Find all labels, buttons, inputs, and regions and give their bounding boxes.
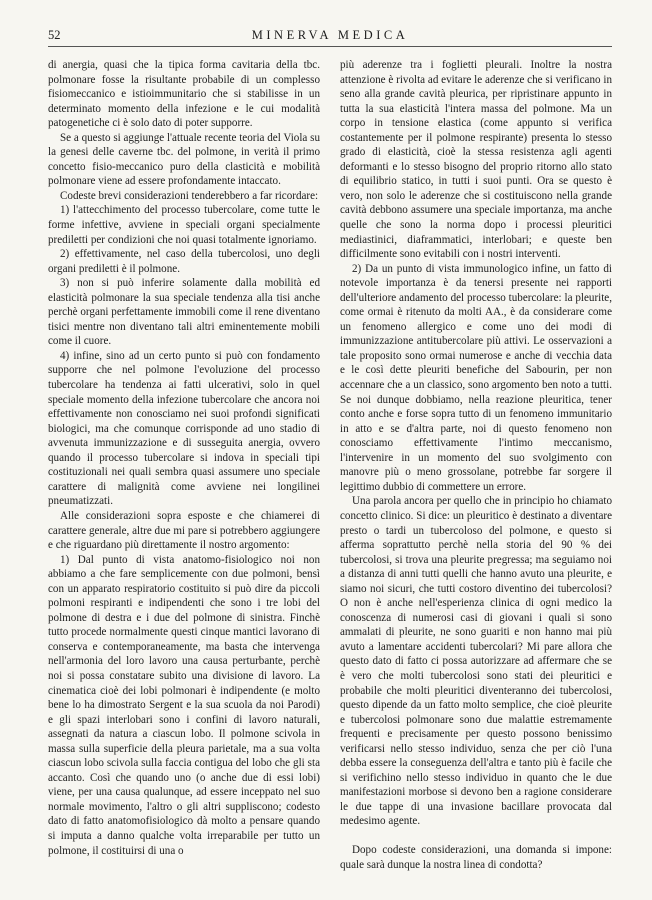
- list-item: 1) Dal punto di vista anatomo-fisiologico noi non abbiamo a che fare semplicemente con due polmoni, bensì con un apparato respiratorio costituito si può dire da piccoli polmoni respiranti e indipendenti che sono i tre lobi del polmone di destra e i due del polmone di sinistra. Finchè tutto procede normalmente questi cinque mantici lavorano di conserva e contemporaneamente, ma basta che intervenga nell'armonia del loro lavoro una causa perturbante, perchè noi si possa constatare subito una divisione di lavoro. La cinematica cioè dei lobi polmonari è indipendente (e molto bene lo ha dimostrato Sergent e la sua scuola da noi Parodi) e gli spazi interlobari sono i confini di lavoro naturali, assegnati da natura a ciascun lobo. Il polmone scivola in massa sulla superficie della pleura parietale, ma a sua volta ciascun lobo scivola sulla faccia contigua del lobo che gli sta accanto. Così che quando uno (o anche due di essi lobi) viene, per una causa qualunque, ad essere inceppato nel suo normale movimento, l'altro o gli altri suppliscono; codesto dato di fatto anatomofisiologico dà molto a pensare quando si imputa a danno qualche volta irreparabile per tutto un polmone, il costituirsi di una o: [48, 553, 320, 857]
- paragraph: Se a questo si aggiunge l'attuale recente teoria del Viola su la genesi delle caverne tbc. del polmone, in verità il primo concetto fisio-meccanico puro della clasticità e mobilità polmonare viene ad essere profondamente intaccato.: [48, 131, 320, 188]
- list-item: 2) Da un punto di vista immunologico infine, un fatto di notevole importanza è da tenersi presente nei rapporti dell'ulteriore andamento del processo tubercolare: la pleurite, come ormai è ritenuto da molti AA., è da considerare come un fenomeno allergico e come uno dei modi di immunizzazione antitubercolare più attivi. Le osservazioni a tale proposito sono ormai numerose e anche di vecchia data e le così dette pleuriti benefiche del Sabourin, per non accennare che a un classico, sono argomento ben noto a tutti. Se noi dunque dobbiamo, nella reazione pleuritica, tener conto anche e forse sopra tutto di un fenomeno immunitario in atto e se d'altra parte, noi di questo fenomeno non conosciamo effettivamente l'intimo meccanismo, l'intervenire in un momento del suo svolgimento con manovre più o meno grossolane, potrebbe far sorgere il legittimo dubbio di commettere un errore.: [340, 262, 612, 493]
- paragraph: Una parola ancora per quello che in principio ho chiamato concetto clinico. Si dice: un pleuritico è destinato a diventare presto o tardi un tubercoloso del polmone, e questo si afferma soprattutto perchè nella storia del 90 % dei tubercolosi, si trova una pleurite pregressa; ma seguiamo noi a distanza di anni tutti quelli che hanno avuto una pleurite, e siamo noi sicuri, che tutti costoro diventino dei tubercolosi? O non è anche nell'esperienza clinica di ogni medico la conoscenza di numerosi casi di giovani i quali si sono ammalati di pleurite, ne sono guariti e non hanno mai più avuto a lamentare accidenti tubercolari? Mi pare allora che questo dato di fatto ci possa autorizzare ad affermare che se è vero che molti tubercolosi sono stati dei pleuritici e probabile che molti pleuritici diventeranno dei tubercolosi, questo dipende da un fatto molto semplice, che cioè pleurite e tubercolosi polmonare sono due malattie estremamente frequenti e precisamente per questo possono benissimo verificarsi nello stesso individuo, senza che per ciò l'una debba essere la conseguenza dell'altra e tanto più è facile che si verifichino nello stesso individuo in quanto che le due manifestazioni morbose si devono ben a ragione considerare le due tappe di una invasione bacillare provocata dal medesimo agente.: [340, 495, 612, 828]
- list-item: 4) infine, sino ad un certo punto si può con fondamento supporre che nel polmone l'evoluzione del processo tubercolare ha tendenza ai fatti ulcerativi, solo in quel speciale momento della infezione tubercolare che ancora noi effettivamente non conosciamo nei suoi profondi significati biologici, ma che comunque corrisponde ad uno stadio di avvenuta immunizzazione e di susseguita anergia, ovvero quando il processo tubercolare si indova in speciali tipi costituzionali nei quali sembra quasi assumere uno speciale carattere di malignità come avviene nei longilinei pneumatizzati.: [48, 349, 320, 508]
- paragraph: Dopo codeste considerazioni, una domanda si impone: quale sarà dunque la nostra linea di condotta?: [340, 843, 612, 871]
- right-column: [340, 58, 612, 872]
- paragraph: Codeste brevi considerazioni tenderebbero a far ricordare:: [60, 189, 319, 202]
- list-item: 3) non si può inferire solamente dalla mobilità ed elasticità polmonare la sua speciale tendenza alla tisi anche perchè organi perfettamente immobili come il rene diventano tisici mentre non diventano tali altri eminentemente mobili come il cuore.: [48, 277, 320, 348]
- paragraph: di anergia, quasi che la tipica forma cavitaria della tbc. polmonare fosse la risultante probabile di un complesso fisiomeccanico e istioimmunitario che si stabilisse in un determinato momento della infezione e le cui modalità patogenetiche ci è solo dato di poter supporre.: [48, 59, 320, 130]
- list-item: 1) l'attecchimento del processo tubercolare, come tutte le forme infettive, avviene in speciali organi specialmente prediletti per condizioni che noi quasi totalmente ignoriamo.: [48, 204, 320, 246]
- left-column: [48, 58, 320, 858]
- paragraph: Alle considerazioni sopra esposte e che chiamerei di carattere generale, altre due mi pare si potrebbero aggiungere e che riguardano più direttamente il nostro argomento:: [48, 509, 320, 552]
- list-item: 2) effettivamente, nel caso della tubercolosi, uno degli organi prediletti è il polmone.: [48, 248, 320, 275]
- paragraph: più aderenze tra i foglietti pleurali. Inoltre la nostra attenzione è rivolta ad evitare le aderenze che si verificano in seno alla grande cavità pleurica, per ripristinare appunto in tutta la sua elasticità l'intera massa del polmone. Ma un corpo in tensione elastica (come appunto si verifica costantemente per il polmone respirante) presenta lo stesso grado di elasticità, cioè la stessa resistenza agli agenti deformanti e lo stesso bisogno del proprio ritorno allo stato di equilibrio statico, in tutti i suoi punti. Ora se questo è vero, non solo le aderenze che si costituiscono nella grande cavità debbono assumere una speciale importanza, ma anche quelle che sono la norma dopo i processi pleuritici mediastinici, diaframmatici, interlobari; e queste ben difficilmente sono evitabili con i nostri interventi.: [340, 59, 612, 261]
- running-title: MINERVA MEDICA: [251, 28, 409, 42]
- page-header: [48, 26, 612, 47]
- page-number: 52: [48, 28, 61, 42]
